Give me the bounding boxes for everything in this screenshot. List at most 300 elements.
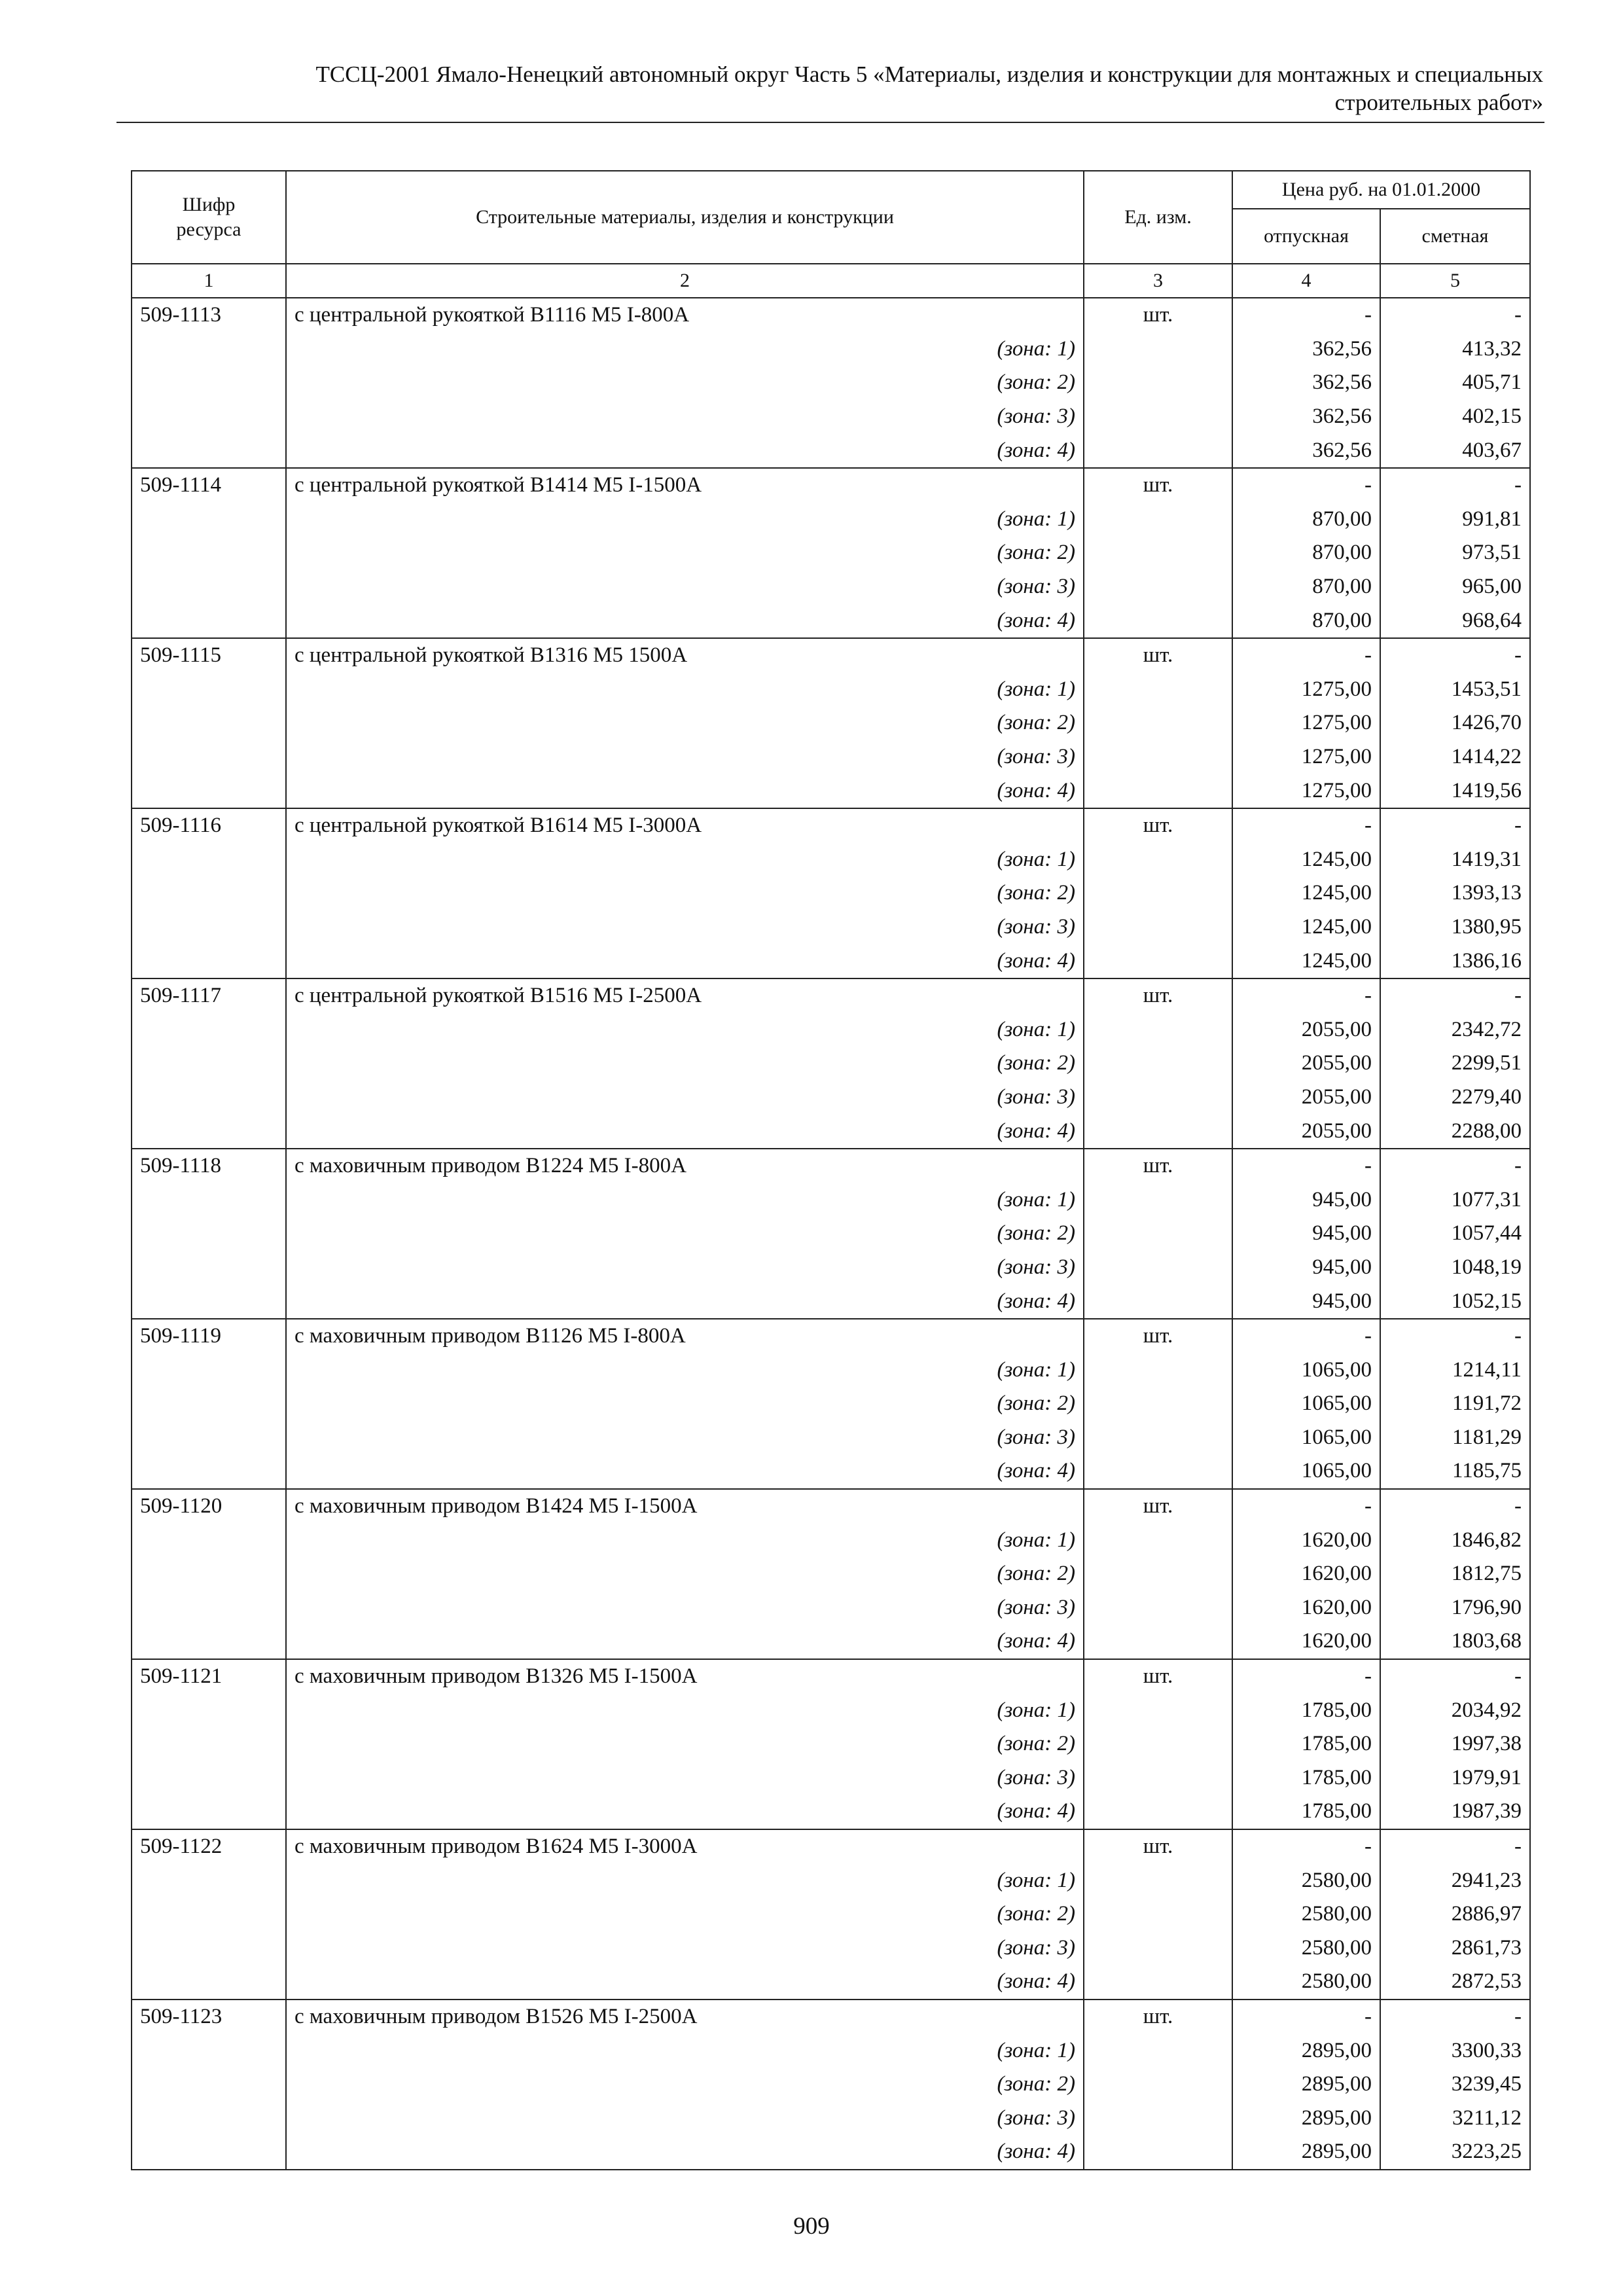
zone-estimate-price: 1380,95	[1380, 910, 1530, 944]
zone-estimate-price: 2279,40	[1380, 1081, 1530, 1115]
empty-cell	[1084, 1114, 1232, 1149]
zone-release-price: 1275,00	[1232, 740, 1380, 774]
empty-cell	[132, 740, 286, 774]
zone-estimate-price: 1812,75	[1380, 1557, 1530, 1591]
zone-label: (зона: 1)	[286, 1353, 1084, 1387]
empty-cell	[132, 1727, 286, 1761]
col-number: 2	[286, 264, 1084, 298]
zone-estimate-price: 1191,72	[1380, 1387, 1530, 1421]
zone-estimate-price: 1048,19	[1380, 1251, 1530, 1285]
unit-cell: шт.	[1084, 2000, 1232, 2034]
zone-release-price: 362,56	[1232, 366, 1380, 400]
empty-cell	[1084, 706, 1232, 740]
zone-label: (зона: 3)	[286, 400, 1084, 434]
zone-release-price: 1065,00	[1232, 1421, 1380, 1455]
zone-row	[132, 1217, 1530, 1251]
zone-label: (зона: 4)	[286, 944, 1084, 978]
zone-row	[132, 536, 1530, 570]
empty-cell	[132, 1557, 286, 1591]
col-number: 1	[132, 264, 286, 298]
material-name: с маховичным приводом В1624 М5 I-3000А	[286, 1829, 1084, 1864]
zone-row	[132, 1863, 1530, 1897]
zone-label: (зона: 3)	[286, 1081, 1084, 1115]
zone-estimate-price: 1214,11	[1380, 1353, 1530, 1387]
zone-release-price: 870,00	[1232, 536, 1380, 570]
empty-cell	[132, 1387, 286, 1421]
unit-cell: шт.	[1084, 1659, 1232, 1694]
zone-label: (зона: 4)	[286, 1624, 1084, 1659]
zone-label: (зона: 3)	[286, 1931, 1084, 1965]
zone-estimate-price: 1453,51	[1380, 673, 1530, 707]
zone-release-price: 1620,00	[1232, 1557, 1380, 1591]
zone-row	[132, 843, 1530, 877]
empty-cell	[1084, 1421, 1232, 1455]
empty-cell	[1084, 1251, 1232, 1285]
zone-label: (зона: 2)	[286, 1557, 1084, 1591]
empty-cell	[1084, 1897, 1232, 1931]
material-name: с маховичным приводом В1424 М5 I-1500А	[286, 1489, 1084, 1524]
zone-estimate-price: 2886,97	[1380, 1897, 1530, 1931]
zone-label: (зона: 4)	[286, 603, 1084, 638]
zone-estimate-price: 1426,70	[1380, 706, 1530, 740]
empty-cell	[132, 1284, 286, 1319]
zone-release-price: 1785,00	[1232, 1727, 1380, 1761]
zone-estimate-price: 991,81	[1380, 503, 1530, 537]
zone-release-price: 2055,00	[1232, 1081, 1380, 1115]
release-price: -	[1232, 808, 1380, 843]
zone-row	[132, 876, 1530, 910]
unit-cell: шт.	[1084, 978, 1232, 1013]
zone-row	[132, 910, 1530, 944]
zone-release-price: 1065,00	[1232, 1387, 1380, 1421]
estimate-price: -	[1380, 1319, 1530, 1354]
table-row	[132, 1149, 1530, 1183]
resource-code: 509-1116	[132, 808, 286, 843]
zone-release-price: 1620,00	[1232, 1523, 1380, 1557]
empty-cell	[132, 843, 286, 877]
zone-row	[132, 332, 1530, 367]
empty-cell	[132, 1965, 286, 2000]
zone-release-price: 1275,00	[1232, 673, 1380, 707]
zone-release-price: 2895,00	[1232, 2135, 1380, 2170]
empty-cell	[132, 1624, 286, 1659]
table-row	[132, 808, 1530, 843]
zone-row	[132, 1591, 1530, 1625]
empty-cell	[132, 1897, 286, 1931]
zone-label: (зона: 4)	[286, 1965, 1084, 2000]
zone-row	[132, 1387, 1530, 1421]
zone-release-price: 362,56	[1232, 433, 1380, 468]
zone-estimate-price: 402,15	[1380, 400, 1530, 434]
zone-estimate-price: 1181,29	[1380, 1421, 1530, 1455]
zone-release-price: 2580,00	[1232, 1863, 1380, 1897]
zone-release-price: 1785,00	[1232, 1795, 1380, 1829]
empty-cell	[1084, 1863, 1232, 1897]
zone-label: (зона: 4)	[286, 433, 1084, 468]
zone-estimate-price: 2861,73	[1380, 1931, 1530, 1965]
col-number: 3	[1084, 264, 1232, 298]
empty-cell	[1084, 1761, 1232, 1795]
zone-estimate-price: 1419,31	[1380, 843, 1530, 877]
empty-cell	[1084, 2135, 1232, 2170]
material-name: с центральной рукояткой В1516 М5 I-2500А	[286, 978, 1084, 1013]
zone-release-price: 2055,00	[1232, 1114, 1380, 1149]
zone-release-price: 1245,00	[1232, 944, 1380, 978]
empty-cell	[1084, 1693, 1232, 1727]
empty-cell	[132, 1693, 286, 1727]
empty-cell	[132, 603, 286, 638]
zone-release-price: 2580,00	[1232, 1931, 1380, 1965]
zone-label: (зона: 1)	[286, 332, 1084, 367]
zone-row	[132, 433, 1530, 468]
zone-label: (зона: 3)	[286, 1761, 1084, 1795]
material-name: с центральной рукояткой В1414 М5 I-1500А	[286, 468, 1084, 503]
empty-cell	[1084, 1353, 1232, 1387]
zone-release-price: 2895,00	[1232, 2034, 1380, 2068]
zone-estimate-price: 965,00	[1380, 570, 1530, 604]
empty-cell	[132, 570, 286, 604]
page-header	[116, 60, 1543, 117]
zone-release-price: 870,00	[1232, 603, 1380, 638]
empty-cell	[132, 673, 286, 707]
zone-row	[132, 570, 1530, 604]
resource-code: 509-1118	[132, 1149, 286, 1183]
empty-cell	[132, 433, 286, 468]
empty-cell	[1084, 1523, 1232, 1557]
zone-row	[132, 503, 1530, 537]
zone-row	[132, 944, 1530, 978]
material-name: с центральной рукояткой В1614 М5 I-3000А	[286, 808, 1084, 843]
empty-cell	[1084, 503, 1232, 537]
empty-cell	[1084, 1081, 1232, 1115]
zone-row	[132, 1897, 1530, 1931]
empty-cell	[1084, 1183, 1232, 1217]
estimate-price: -	[1380, 978, 1530, 1013]
zone-release-price: 945,00	[1232, 1251, 1380, 1285]
zone-estimate-price: 405,71	[1380, 366, 1530, 400]
zone-release-price: 2055,00	[1232, 1013, 1380, 1047]
resource-code: 509-1117	[132, 978, 286, 1013]
zone-label: (зона: 2)	[286, 536, 1084, 570]
zone-label: (зона: 4)	[286, 1114, 1084, 1149]
empty-cell	[1084, 433, 1232, 468]
zone-row	[132, 673, 1530, 707]
empty-cell	[132, 876, 286, 910]
zone-release-price: 1245,00	[1232, 910, 1380, 944]
empty-cell	[132, 332, 286, 367]
resource-code: 509-1113	[132, 298, 286, 332]
empty-cell	[132, 1454, 286, 1489]
zone-row	[132, 706, 1530, 740]
empty-cell	[1084, 1557, 1232, 1591]
empty-cell	[132, 1114, 286, 1149]
zone-release-price: 1620,00	[1232, 1591, 1380, 1625]
col-number: 4	[1232, 264, 1380, 298]
zone-estimate-price: 1077,31	[1380, 1183, 1530, 1217]
col-header-price-group: Цена руб. на 01.01.2000	[1232, 171, 1530, 209]
zone-row	[132, 1931, 1530, 1965]
estimate-price: -	[1380, 1659, 1530, 1694]
zone-estimate-price: 1997,38	[1380, 1727, 1530, 1761]
release-price: -	[1232, 978, 1380, 1013]
zone-release-price: 1065,00	[1232, 1353, 1380, 1387]
zone-row	[132, 1965, 1530, 2000]
empty-cell	[1084, 366, 1232, 400]
col-header-price-estimate: сметная	[1380, 209, 1530, 264]
zone-label: (зона: 1)	[286, 1693, 1084, 1727]
empty-cell	[132, 536, 286, 570]
zone-estimate-price: 1393,13	[1380, 876, 1530, 910]
empty-cell	[132, 1047, 286, 1081]
resource-code: 509-1115	[132, 638, 286, 673]
zone-label: (зона: 4)	[286, 1795, 1084, 1829]
zone-label: (зона: 4)	[286, 1284, 1084, 1319]
zone-label: (зона: 4)	[286, 1454, 1084, 1489]
zone-release-price: 945,00	[1232, 1284, 1380, 1319]
empty-cell	[1084, 1624, 1232, 1659]
zone-row	[132, 1353, 1530, 1387]
zone-estimate-price: 2034,92	[1380, 1693, 1530, 1727]
table-row	[132, 1659, 1530, 1694]
unit-cell: шт.	[1084, 1829, 1232, 1864]
zone-label: (зона: 1)	[286, 1863, 1084, 1897]
header-title-line2: строительных работ»	[1334, 90, 1543, 115]
empty-cell	[132, 1523, 286, 1557]
release-price: -	[1232, 638, 1380, 673]
empty-cell	[132, 774, 286, 808]
release-price: -	[1232, 1829, 1380, 1864]
empty-cell	[1084, 2101, 1232, 2135]
empty-cell	[132, 706, 286, 740]
table-row	[132, 468, 1530, 503]
empty-cell	[1084, 332, 1232, 367]
zone-label: (зона: 2)	[286, 876, 1084, 910]
empty-cell	[132, 910, 286, 944]
zone-label: (зона: 1)	[286, 503, 1084, 537]
unit-cell: шт.	[1084, 1149, 1232, 1183]
zone-label: (зона: 1)	[286, 2034, 1084, 2068]
unit-cell: шт.	[1084, 468, 1232, 503]
resource-code: 509-1119	[132, 1319, 286, 1354]
resource-code: 509-1114	[132, 468, 286, 503]
zone-row	[132, 1284, 1530, 1319]
empty-cell	[132, 1761, 286, 1795]
empty-cell	[132, 1013, 286, 1047]
unit-cell: шт.	[1084, 1319, 1232, 1354]
zone-row	[132, 1251, 1530, 1285]
zone-release-price: 945,00	[1232, 1183, 1380, 1217]
empty-cell	[132, 400, 286, 434]
table-row	[132, 2000, 1530, 2034]
empty-cell	[1084, 1387, 1232, 1421]
zone-release-price: 1245,00	[1232, 876, 1380, 910]
zone-release-price: 2580,00	[1232, 1965, 1380, 2000]
zone-release-price: 2895,00	[1232, 2101, 1380, 2135]
estimate-price: -	[1380, 1829, 1530, 1864]
price-table	[131, 170, 1531, 2170]
empty-cell	[1084, 1727, 1232, 1761]
zone-row	[132, 366, 1530, 400]
zone-estimate-price: 2288,00	[1380, 1114, 1530, 1149]
zone-estimate-price: 968,64	[1380, 603, 1530, 638]
zone-release-price: 1065,00	[1232, 1454, 1380, 1489]
zone-row	[132, 2034, 1530, 2068]
zone-estimate-price: 2872,53	[1380, 1965, 1530, 2000]
empty-cell	[132, 1931, 286, 1965]
zone-estimate-price: 3223,25	[1380, 2135, 1530, 2170]
zone-estimate-price: 403,67	[1380, 433, 1530, 468]
empty-cell	[132, 1591, 286, 1625]
zone-label: (зона: 2)	[286, 1727, 1084, 1761]
unit-cell: шт.	[1084, 1489, 1232, 1524]
estimate-price: -	[1380, 638, 1530, 673]
col-header-price-release: отпускная	[1232, 209, 1380, 264]
zone-label: (зона: 1)	[286, 1183, 1084, 1217]
zone-row	[132, 1183, 1530, 1217]
empty-cell	[132, 2034, 286, 2068]
zone-label: (зона: 2)	[286, 1897, 1084, 1931]
zone-release-price: 870,00	[1232, 503, 1380, 537]
zone-label: (зона: 3)	[286, 570, 1084, 604]
empty-cell	[132, 1183, 286, 1217]
estimate-price: -	[1380, 1489, 1530, 1524]
zone-label: (зона: 1)	[286, 1013, 1084, 1047]
zone-release-price: 2055,00	[1232, 1047, 1380, 1081]
table-row	[132, 1319, 1530, 1354]
zone-row	[132, 2135, 1530, 2170]
estimate-price: -	[1380, 2000, 1530, 2034]
material-name: с маховичным приводом В1224 М5 I-800А	[286, 1149, 1084, 1183]
zone-row	[132, 1454, 1530, 1489]
estimate-price: -	[1380, 298, 1530, 332]
col-header-code: Шифр ресурса	[132, 171, 286, 264]
zone-label: (зона: 4)	[286, 2135, 1084, 2170]
zone-estimate-price: 973,51	[1380, 536, 1530, 570]
zone-release-price: 1785,00	[1232, 1693, 1380, 1727]
zone-estimate-price: 1987,39	[1380, 1795, 1530, 1829]
zone-estimate-price: 413,32	[1380, 332, 1530, 367]
zone-release-price: 1245,00	[1232, 843, 1380, 877]
empty-cell	[132, 2068, 286, 2102]
zone-estimate-price: 2299,51	[1380, 1047, 1530, 1081]
empty-cell	[132, 1217, 286, 1251]
estimate-price: -	[1380, 808, 1530, 843]
release-price: -	[1232, 1659, 1380, 1694]
unit-cell: шт.	[1084, 638, 1232, 673]
table-body	[132, 298, 1530, 2170]
zone-estimate-price: 1414,22	[1380, 740, 1530, 774]
table-row	[132, 298, 1530, 332]
zone-label: (зона: 2)	[286, 1047, 1084, 1081]
material-name: с маховичным приводом В1326 М5 I-1500А	[286, 1659, 1084, 1694]
col-header-unit: Ед. изм.	[1084, 171, 1232, 264]
zone-label: (зона: 3)	[286, 2101, 1084, 2135]
empty-cell	[1084, 2034, 1232, 2068]
empty-cell	[1084, 740, 1232, 774]
col-header-name: Строительные материалы, изделия и конструкции	[286, 171, 1084, 264]
zone-estimate-price: 1796,90	[1380, 1591, 1530, 1625]
material-name: с маховичным приводом В1126 М5 I-800А	[286, 1319, 1084, 1354]
release-price: -	[1232, 468, 1380, 503]
release-price: -	[1232, 298, 1380, 332]
empty-cell	[1084, 1965, 1232, 2000]
zone-label: (зона: 3)	[286, 1591, 1084, 1625]
zone-row	[132, 1523, 1530, 1557]
empty-cell	[132, 1251, 286, 1285]
zone-row	[132, 1693, 1530, 1727]
zone-row	[132, 1557, 1530, 1591]
resource-code: 509-1123	[132, 2000, 286, 2034]
header-rule	[116, 122, 1544, 123]
empty-cell	[132, 1795, 286, 1829]
col-number: 5	[1380, 264, 1530, 298]
zone-estimate-price: 1057,44	[1380, 1217, 1530, 1251]
empty-cell	[132, 2135, 286, 2170]
material-name: с центральной рукояткой В1116 М5 I-800А	[286, 298, 1084, 332]
zone-estimate-price: 1979,91	[1380, 1761, 1530, 1795]
page-number: 909	[793, 2213, 830, 2240]
zone-label: (зона: 3)	[286, 910, 1084, 944]
empty-cell	[132, 366, 286, 400]
zone-release-price: 1275,00	[1232, 706, 1380, 740]
empty-cell	[1084, 2068, 1232, 2102]
zone-row	[132, 1795, 1530, 1829]
zone-release-price: 1620,00	[1232, 1624, 1380, 1659]
zone-row	[132, 740, 1530, 774]
zone-row	[132, 603, 1530, 638]
zone-estimate-price: 1803,68	[1380, 1624, 1530, 1659]
zone-estimate-price: 1386,16	[1380, 944, 1530, 978]
table-row	[132, 978, 1530, 1013]
empty-cell	[1084, 1454, 1232, 1489]
empty-cell	[1084, 1217, 1232, 1251]
zone-release-price: 870,00	[1232, 570, 1380, 604]
zone-release-price: 362,56	[1232, 332, 1380, 367]
zone-row	[132, 1047, 1530, 1081]
zone-estimate-price: 2941,23	[1380, 1863, 1530, 1897]
zone-label: (зона: 2)	[286, 706, 1084, 740]
zone-label: (зона: 2)	[286, 1387, 1084, 1421]
material-name: с центральной рукояткой В1316 М5 1500А	[286, 638, 1084, 673]
unit-cell: шт.	[1084, 808, 1232, 843]
zone-release-price: 1275,00	[1232, 774, 1380, 808]
empty-cell	[132, 1421, 286, 1455]
table-row	[132, 1489, 1530, 1524]
zone-row	[132, 1081, 1530, 1115]
zone-row	[132, 1727, 1530, 1761]
empty-cell	[1084, 1591, 1232, 1625]
zone-estimate-price: 2342,72	[1380, 1013, 1530, 1047]
zone-release-price: 945,00	[1232, 1217, 1380, 1251]
zone-estimate-price: 1846,82	[1380, 1523, 1530, 1557]
zone-estimate-price: 3239,45	[1380, 2068, 1530, 2102]
zone-row	[132, 774, 1530, 808]
empty-cell	[1084, 1013, 1232, 1047]
zone-release-price: 2895,00	[1232, 2068, 1380, 2102]
zone-label: (зона: 1)	[286, 843, 1084, 877]
empty-cell	[1084, 843, 1232, 877]
zone-label: (зона: 1)	[286, 1523, 1084, 1557]
resource-code: 509-1122	[132, 1829, 286, 1864]
zone-release-price: 2580,00	[1232, 1897, 1380, 1931]
empty-cell	[1084, 876, 1232, 910]
empty-cell	[1084, 400, 1232, 434]
zone-label: (зона: 2)	[286, 1217, 1084, 1251]
empty-cell	[1084, 536, 1232, 570]
zone-row	[132, 1013, 1530, 1047]
empty-cell	[1084, 944, 1232, 978]
header-title-line1: ТССЦ-2001 Ямало-Ненецкий автономный округ Часть 5 «Материалы, изделия и конструкции для монтажных и специальных	[315, 62, 1543, 87]
